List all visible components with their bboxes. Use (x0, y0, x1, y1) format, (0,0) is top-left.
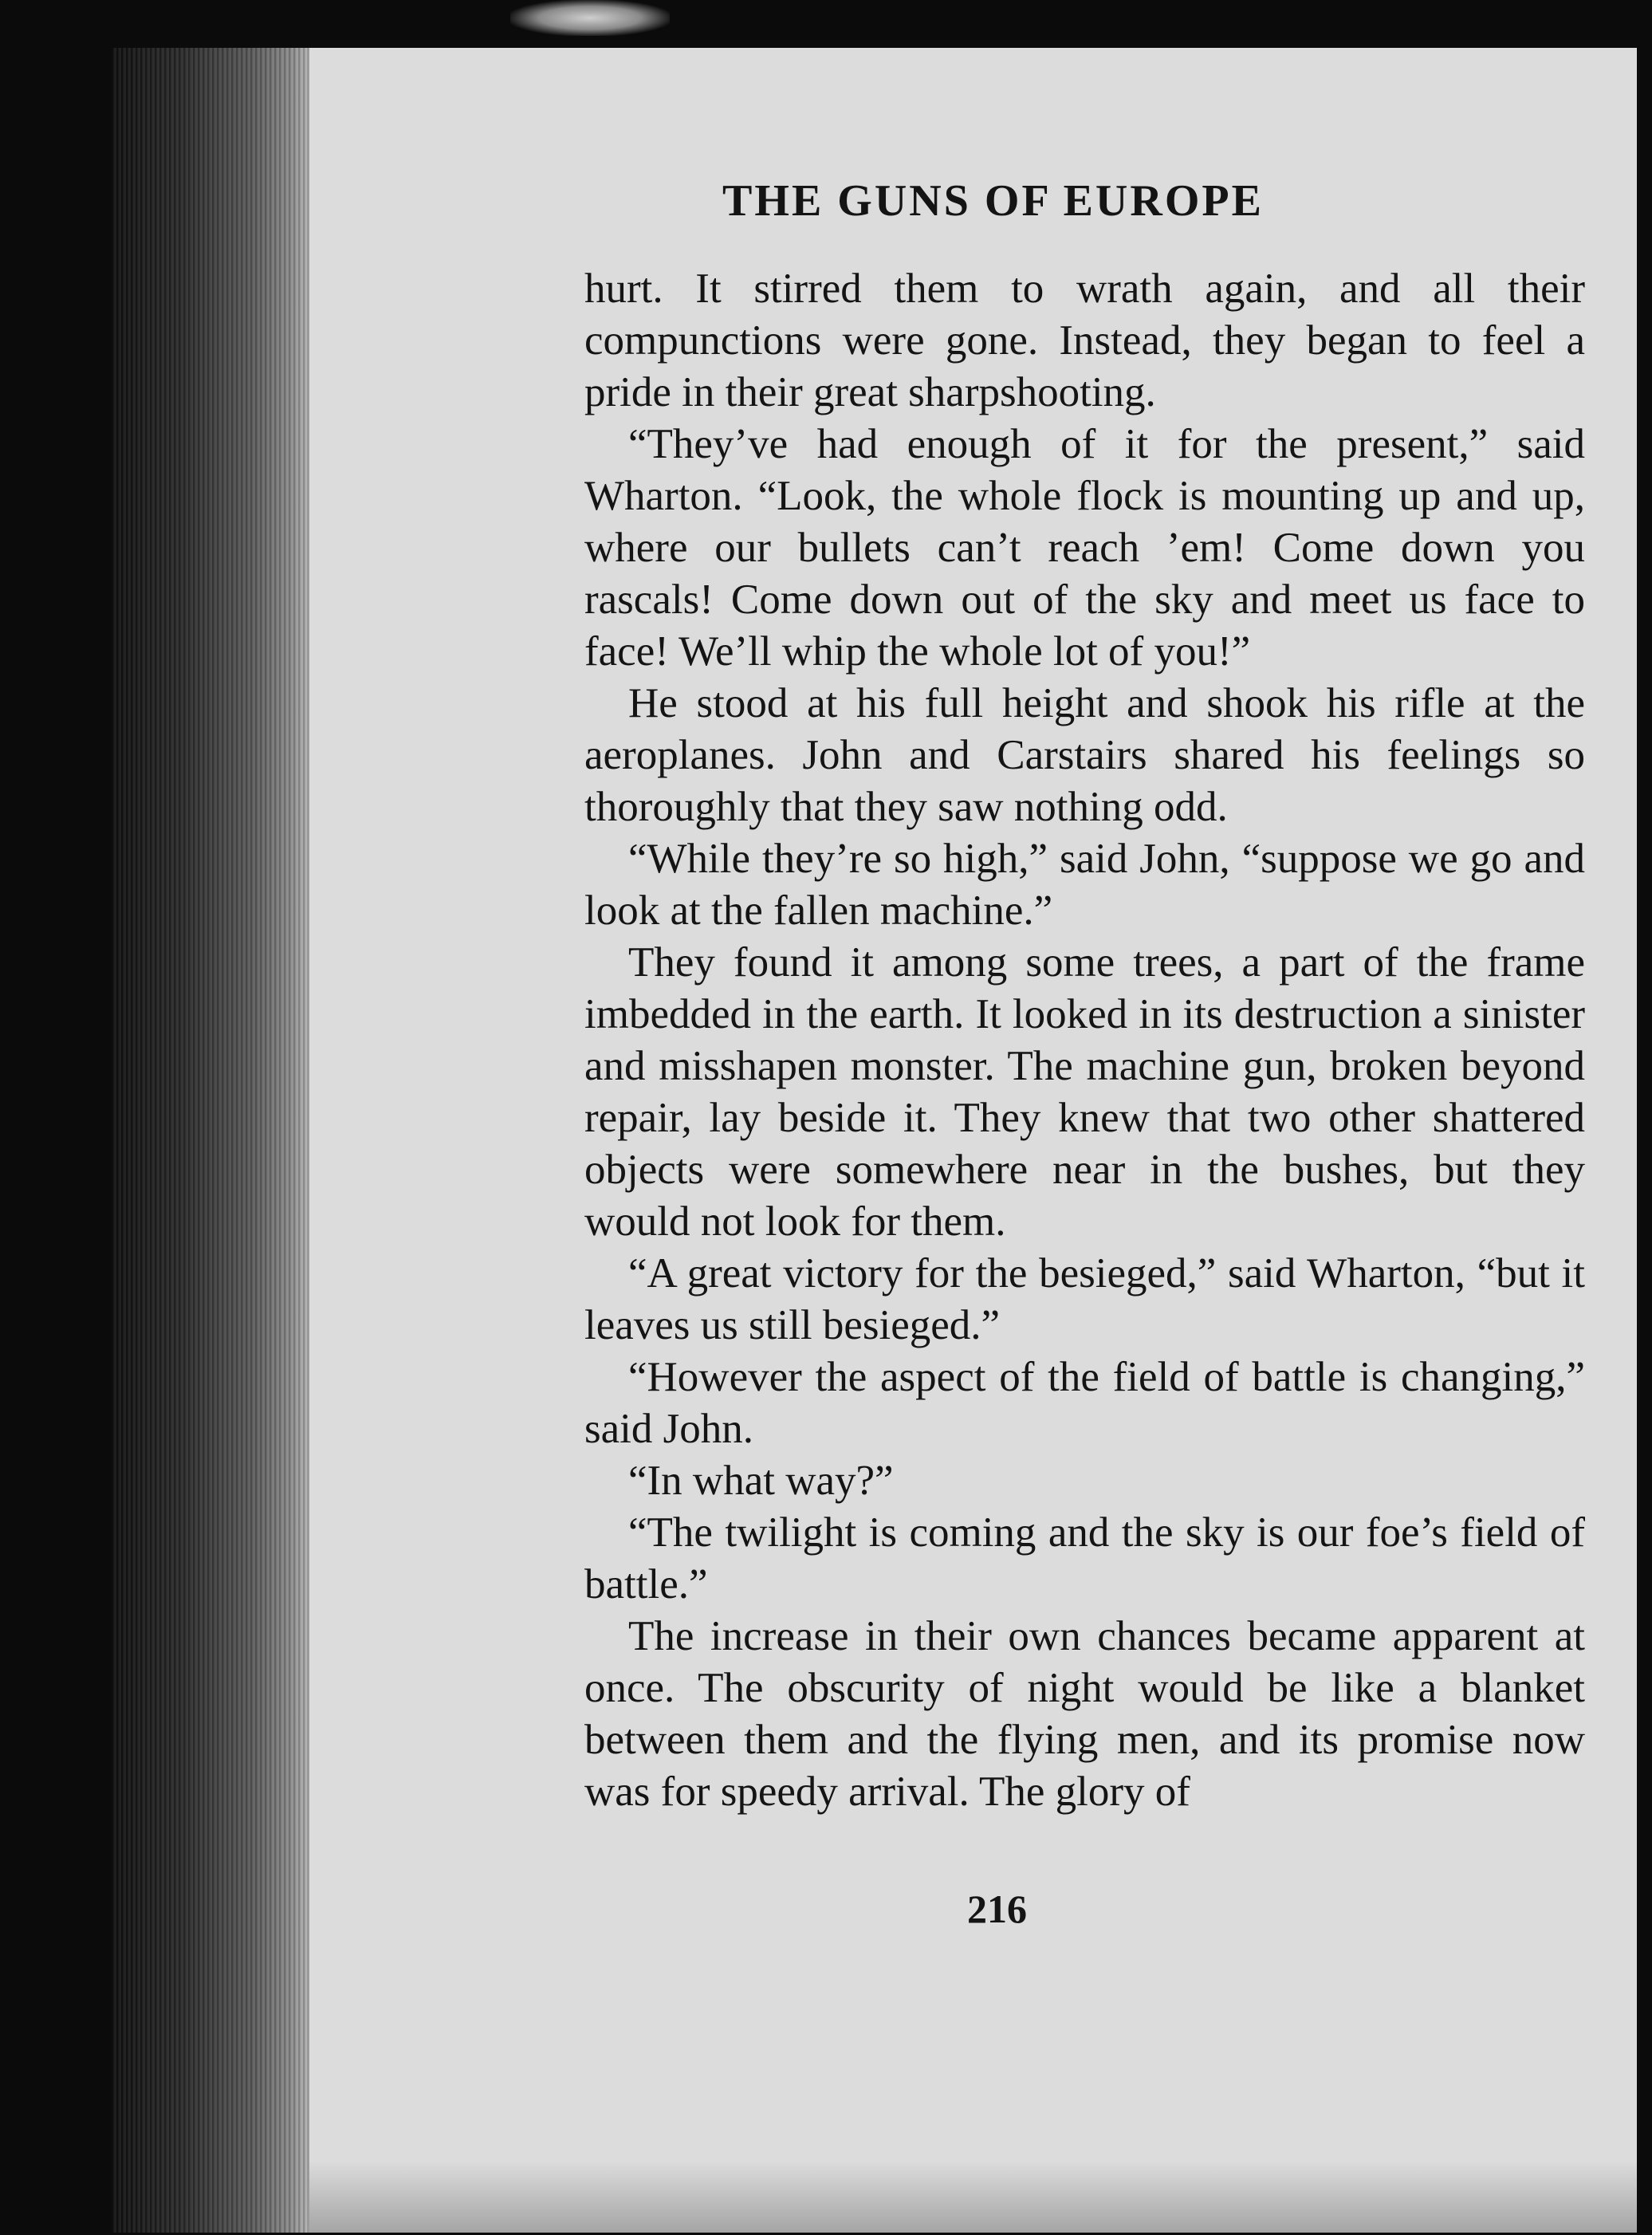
paragraph: “In what way?” (628, 1458, 894, 1504)
book-page-edges (112, 48, 311, 2233)
paragraph: They found it among some trees, a part of the frame imbedded in the earth. It looked in its destruction a sinister and misshapen monster. The machine gun, broken beyond repair, lay beside it. They knew that two other shattered objects were somewhere near in the bushes, but they would not look for them. (584, 939, 1585, 1245)
paragraph: hurt. It stirred them to wrath again, and all their compunctions were gone. Instead, they began to feel a pride in their great sharpshooting. (584, 266, 1585, 415)
running-head: THE GUNS OF EUROPE (722, 176, 1264, 226)
paragraph: “The twilight is coming and the sky is our foe’s field of battle.” (584, 1509, 1585, 1607)
body-text (584, 263, 1585, 1818)
paragraph: He stood at his full height and shook his rifle at the aeroplanes. John and Carstairs shared his feelings so thoroughly that they saw nothing odd. (584, 680, 1585, 830)
book-page (307, 48, 1637, 2233)
scan-smudge (510, 0, 670, 36)
page-bottom-shadow (309, 2161, 1637, 2233)
paragraph: The increase in their own chances became apparent at once. The obscurity of night would be like a blanket between them and the flying men, and its promise now was for speedy arrival. The glory of (584, 1613, 1585, 1815)
paragraph: “They’ve had enough of it for the present,” said Wharton. “Look, the whole flock is mounting up and up, where our bullets can’t reach ’em! Come down you rascals! Come down out of the sky and meet us face to face! We’ll whip the whole lot of you!” (584, 421, 1585, 675)
paragraph: “A great victory for the besieged,” said Wharton, “but it leaves us still besieged.” (584, 1250, 1585, 1348)
page-number: 216 (967, 1887, 1027, 1931)
paragraph: “While they’re so high,” said John, “suppose we go and look at the fallen machine.” (584, 836, 1585, 934)
paragraph: “However the aspect of the field of battle is changing,” said John. (584, 1354, 1585, 1452)
